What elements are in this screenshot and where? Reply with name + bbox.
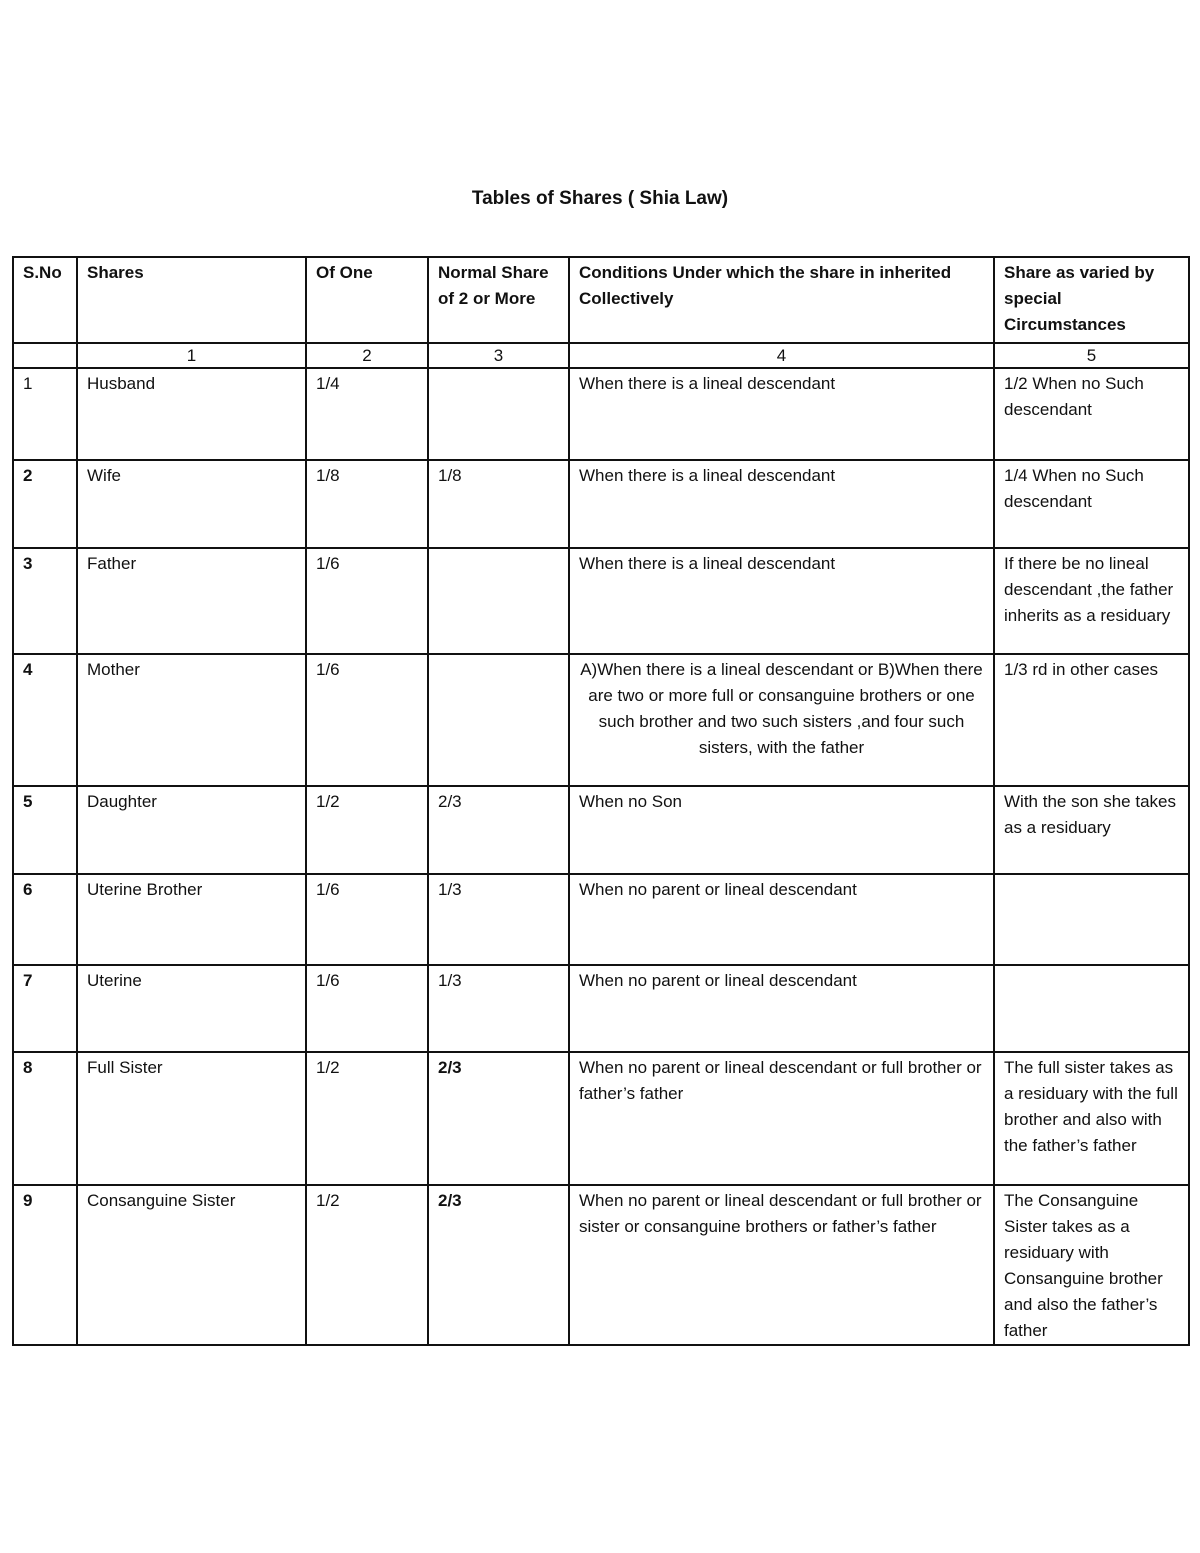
column-number [13,343,77,368]
row-normal-share: 2/3 [428,786,569,874]
row-sno: 5 [13,786,77,874]
row-of-one: 1/6 [306,654,428,786]
row-varied-share [994,874,1189,965]
shares-table [12,256,1190,1346]
row-normal-share: 2/3 [428,1052,569,1185]
row-conditions: When no parent or lineal descendant [569,874,994,965]
row-conditions: When no parent or lineal descendant or full brother or father’s father [569,1052,994,1185]
row-varied-share: 1/3 rd in other cases [994,654,1189,786]
row-of-one: 1/2 [306,1052,428,1185]
row-conditions: When no Son [569,786,994,874]
table-row [13,654,1189,786]
row-conditions: When no parent or lineal descendant [569,965,994,1052]
column-number-row [13,343,1189,368]
column-number: 4 [569,343,994,368]
table-row [13,548,1189,654]
header-of-one: Of One [306,257,428,343]
table-row [13,1185,1189,1345]
row-varied-share: With the son she takes as a residuary [994,786,1189,874]
row-normal-share [428,654,569,786]
row-varied-share: The Consanguine Sister takes as a residuary with Consanguine brother and also the father’s father [994,1185,1189,1345]
row-sno: 7 [13,965,77,1052]
row-normal-share: 1/3 [428,874,569,965]
row-sno: 6 [13,874,77,965]
row-varied-share: If there be no lineal descendant ,the father inherits as a residuary [994,548,1189,654]
row-sno: 1 [13,368,77,460]
table-row [13,786,1189,874]
row-normal-share [428,368,569,460]
row-conditions: When there is a lineal descendant [569,460,994,548]
table-row [13,874,1189,965]
row-share-name: Father [77,548,306,654]
row-of-one: 1/4 [306,368,428,460]
column-number: 3 [428,343,569,368]
table-row [13,460,1189,548]
row-conditions: A)When there is a lineal descendant or B)When there are two or more full or consanguine brothers or one such brother and two such sisters ,and four such sisters, with the father [569,654,994,786]
row-conditions: When there is a lineal descendant [569,368,994,460]
row-sno: 4 [13,654,77,786]
page-title: Tables of Shares ( Shia Law) [471,188,729,209]
row-share-name: Husband [77,368,306,460]
row-varied-share: The full sister takes as a residuary with the full brother and also with the father’s father [994,1052,1189,1185]
row-conditions: When no parent or lineal descendant or full brother or sister or consanguine brothers or father’s father [569,1185,994,1345]
row-of-one: 1/2 [306,786,428,874]
table-row [13,965,1189,1052]
row-of-one: 1/6 [306,548,428,654]
column-number: 1 [77,343,306,368]
row-normal-share: 2/3 [428,1185,569,1345]
header-sno: S.No [13,257,77,343]
row-of-one: 1/8 [306,460,428,548]
row-share-name: Wife [77,460,306,548]
row-normal-share: 1/3 [428,965,569,1052]
row-of-one: 1/6 [306,874,428,965]
header-varied-share: Share as varied by special Circumstances [994,257,1189,343]
row-share-name: Consanguine Sister [77,1185,306,1345]
row-of-one: 1/2 [306,1185,428,1345]
header-conditions: Conditions Under which the share in inherited Collectively [569,257,994,343]
row-share-name: Uterine [77,965,306,1052]
row-conditions: When there is a lineal descendant [569,548,994,654]
table-row [13,1052,1189,1185]
header-row [13,257,1189,343]
row-sno: 3 [13,548,77,654]
row-of-one: 1/6 [306,965,428,1052]
row-normal-share [428,548,569,654]
header-shares: Shares [77,257,306,343]
row-share-name: Mother [77,654,306,786]
row-sno: 8 [13,1052,77,1185]
header-normal-share: Normal Share of 2 or More [428,257,569,343]
row-share-name: Uterine Brother [77,874,306,965]
row-varied-share: 1/2 When no Such descendant [994,368,1189,460]
table-row [13,368,1189,460]
column-number: 5 [994,343,1189,368]
row-normal-share: 1/8 [428,460,569,548]
column-number: 2 [306,343,428,368]
row-share-name: Full Sister [77,1052,306,1185]
row-varied-share: 1/4 When no Such descendant [994,460,1189,548]
row-sno: 9 [13,1185,77,1345]
row-varied-share [994,965,1189,1052]
row-sno: 2 [13,460,77,548]
row-share-name: Daughter [77,786,306,874]
